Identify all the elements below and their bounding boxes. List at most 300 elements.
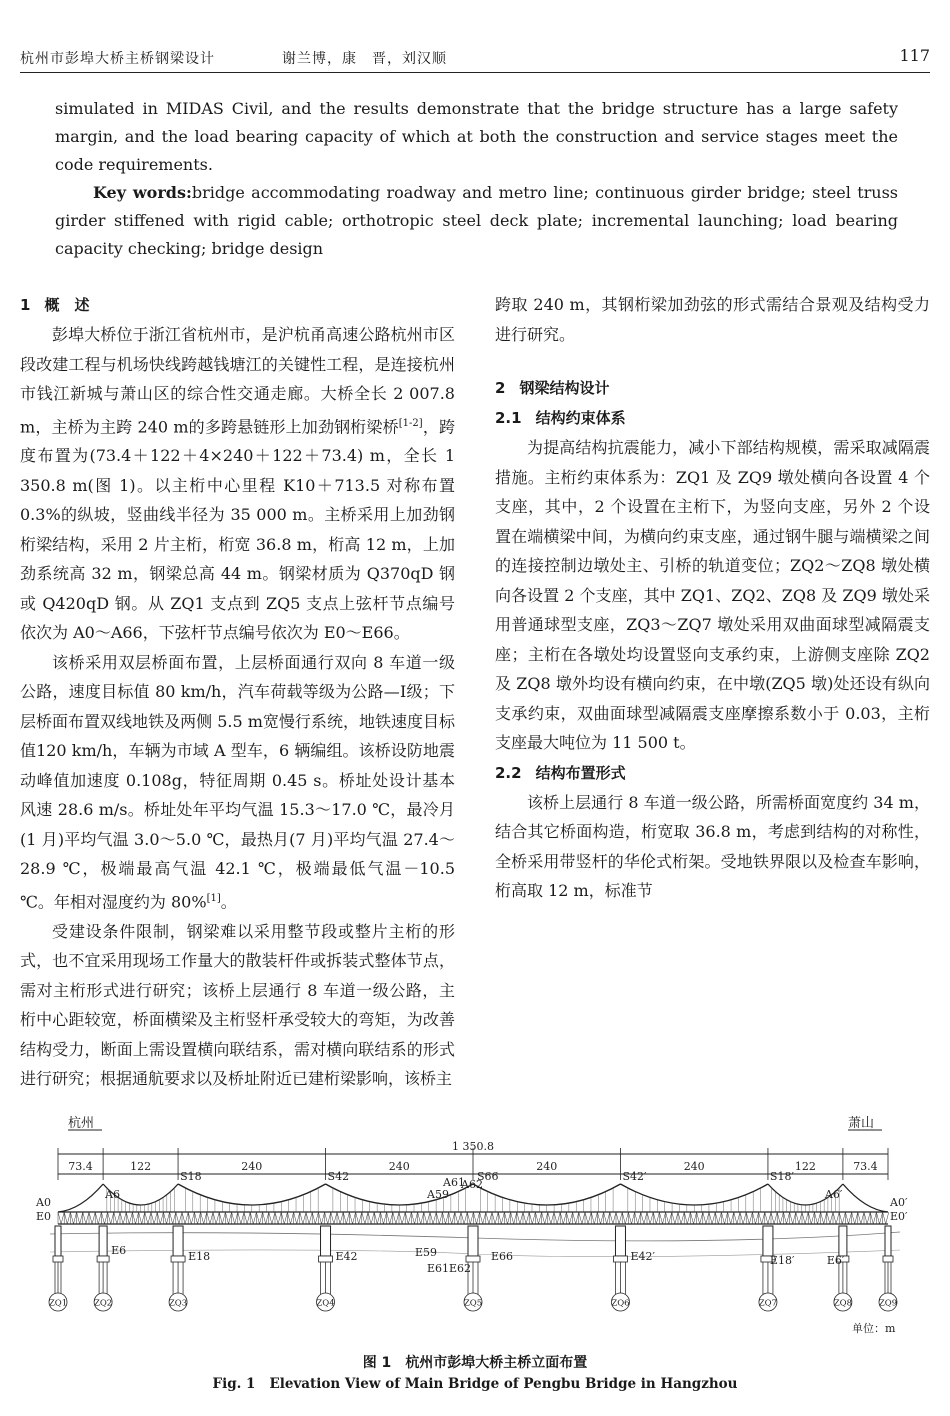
truss-diagonal — [191, 1212, 194, 1224]
truss-diagonal — [229, 1212, 232, 1224]
truss-diagonal — [154, 1212, 157, 1224]
truss-diagonal — [845, 1212, 848, 1224]
span-label: 240 — [241, 1160, 263, 1173]
truss-diagonal — [80, 1212, 83, 1224]
keywords-text: bridge accommodating roadway and metro line; continuous girder bridge; steel truss girder stiffened with rigid cable; orthotropic steel deck plate; incremental launching; load bearing capacity checking; bridge design — [55, 183, 899, 258]
truss-diagonal — [625, 1212, 628, 1224]
truss-diagonal — [830, 1212, 833, 1224]
truss-diagonal — [749, 1212, 752, 1224]
truss-diagonal — [793, 1212, 796, 1224]
truss-diagonal — [312, 1212, 315, 1224]
truss-diagonal — [852, 1212, 855, 1224]
truss-diagonal — [473, 1212, 476, 1224]
truss-diagonal — [64, 1212, 67, 1224]
truss-diagonal — [387, 1212, 390, 1224]
truss-diagonal — [294, 1212, 297, 1224]
truss-diagonal — [346, 1212, 349, 1224]
truss-diagonal — [436, 1212, 439, 1224]
truss-diagonal — [604, 1212, 607, 1224]
truss-diagonal — [132, 1212, 135, 1224]
truss-diagonal — [232, 1212, 235, 1224]
truss-diagonal — [421, 1212, 424, 1224]
truss-diagonal — [635, 1212, 638, 1224]
truss-diagonal — [92, 1212, 95, 1224]
truss-diagonal — [762, 1212, 765, 1224]
pier — [615, 1226, 625, 1256]
upper-node-label: S18 — [180, 1170, 202, 1183]
truss-diagonal — [148, 1212, 151, 1224]
truss-diagonal — [120, 1212, 123, 1224]
truss-diagonal — [291, 1212, 294, 1224]
pier-label: ZQ6 — [611, 1298, 630, 1309]
truss-diagonal — [523, 1212, 526, 1224]
truss-diagonal — [272, 1212, 275, 1224]
pile-cap — [319, 1256, 333, 1262]
upper-node-label: A61 — [443, 1176, 465, 1189]
lower-node-label: E0 — [36, 1210, 52, 1223]
truss-diagonal — [349, 1212, 352, 1224]
truss-diagonal — [526, 1212, 529, 1224]
truss-diagonal — [74, 1212, 77, 1224]
truss-diagonal — [61, 1212, 64, 1224]
truss-diagonal — [356, 1212, 359, 1224]
truss-diagonal — [622, 1212, 625, 1224]
truss-diagonal — [405, 1212, 408, 1224]
page-number: 117 — [899, 46, 930, 65]
truss-diagonal — [650, 1212, 653, 1224]
truss-diagonal — [669, 1212, 672, 1224]
truss-diagonal — [452, 1212, 455, 1224]
truss-diagonal — [108, 1212, 111, 1224]
truss-diagonal — [861, 1212, 864, 1224]
truss-diagonal — [160, 1212, 163, 1224]
running-header — [20, 44, 930, 73]
truss-diagonal — [467, 1212, 470, 1224]
truss-diagonal — [235, 1212, 238, 1224]
truss-diagonal — [89, 1212, 92, 1224]
span-label: 240 — [683, 1160, 705, 1173]
truss-diagonal — [449, 1212, 452, 1224]
truss-diagonal — [653, 1212, 656, 1224]
upper-node-label: A62 — [461, 1178, 483, 1191]
left-city-label: 杭州 — [68, 1116, 95, 1131]
running-title: 杭州市彭埠大桥主桥钢梁设计 — [20, 51, 215, 67]
upper-node-label: A0′ — [890, 1196, 908, 1209]
truss-diagonal — [734, 1212, 737, 1224]
truss-diagonal — [725, 1212, 728, 1224]
truss-diagonal — [601, 1212, 604, 1224]
truss-diagonal — [728, 1212, 731, 1224]
truss-diagonal — [263, 1212, 266, 1224]
truss-diagonal — [111, 1212, 114, 1224]
pier — [468, 1226, 478, 1256]
truss-diagonal — [501, 1212, 504, 1224]
truss-diagonal — [126, 1212, 129, 1224]
truss-diagonal — [322, 1212, 325, 1224]
truss-diagonal — [808, 1212, 811, 1224]
truss-diagonal — [325, 1212, 328, 1224]
truss-diagonal — [318, 1212, 321, 1224]
truss-diagonal — [554, 1212, 557, 1224]
truss-diagonal — [796, 1212, 799, 1224]
truss-diagonal — [287, 1212, 290, 1224]
upper-node-label: A59 — [427, 1188, 449, 1201]
truss-diagonal — [430, 1212, 433, 1224]
abstract-tail: simulated in MIDAS Civil, and the results demonstrate that the bridge structure has a large safety margin, and the load bearing capacity of which at both the construction and service stages meet the code requirements. — [55, 99, 898, 174]
upper-node-label: S42 — [327, 1170, 350, 1183]
paragraph: 该桥采用双层桥面布置，上层桥面通行双向 8 车道一级公路，速度目标值 80 km/h，汽车荷载等级为公路—Ⅰ级；下层桥面布置双线地铁及两侧 5.5 m宽慢行系统，地铁速度目标值120 km/h，车辆为市域 A 型车，6 辆编组。该桥设防地震动峰值加速度 0.108g，特征周期 0.45 s。桥址处设计基本风速 28.6 m/s。桥址处年平均气温 15.3～17.0 ℃，最冷月(1 月)平均气温 3.0～5.0 ℃，最热月(7 月)平均气温 27.4～28.9 ℃，极端最高气温 42.1 ℃，极端最低气温－10.5 ℃。年相对湿度约为 80%[1]。 — [20, 652, 455, 912]
truss-diagonal — [303, 1212, 306, 1224]
truss-diagonal — [532, 1212, 535, 1224]
truss-diagonal — [275, 1212, 278, 1224]
truss-diagonal — [241, 1212, 244, 1224]
truss-diagonal — [222, 1212, 225, 1224]
truss-diagonal — [315, 1212, 318, 1224]
truss-diagonal — [139, 1212, 142, 1224]
section-2-2-text: 该桥上层通行 8 车道一级公路，所需桥面宽度约 34 m，结合其它桥面构造，桁宽取 36.8 m，考虑到结构的对称性，全桥采用带竖杆的华伦式桁架。受地铁界限以及检查车影响，桁高取 12 m，标准节 — [495, 792, 930, 900]
truss-diagonal — [886, 1212, 889, 1224]
truss-diagonal — [495, 1212, 498, 1224]
truss-diagonal — [632, 1212, 635, 1224]
truss-diagonal — [247, 1212, 250, 1224]
truss-diagonal — [353, 1212, 356, 1224]
truss-diagonal — [182, 1212, 185, 1224]
truss-diagonal — [548, 1212, 551, 1224]
truss-diagonal — [439, 1212, 442, 1224]
truss-diagonal — [446, 1212, 449, 1224]
keywords-label: Key words: — [93, 183, 192, 202]
lower-node-label: E59 — [415, 1246, 438, 1259]
truss-diagonal — [260, 1212, 263, 1224]
truss-diagonal — [179, 1212, 182, 1224]
truss-diagonal — [77, 1212, 80, 1224]
truss-diagonal — [694, 1212, 697, 1224]
truss-diagonal — [588, 1212, 591, 1224]
truss-diagonal — [746, 1212, 749, 1224]
section-2-heading: 2 钢梁结构设计 — [495, 379, 610, 397]
truss-diagonal — [67, 1212, 70, 1224]
truss-diagonal — [238, 1212, 241, 1224]
truss-diagonal — [337, 1212, 340, 1224]
truss-diagonal — [114, 1212, 117, 1224]
pier-label: ZQ1 — [48, 1298, 68, 1309]
pier — [321, 1226, 331, 1256]
truss-diagonal — [644, 1212, 647, 1224]
truss-diagonal — [213, 1212, 216, 1224]
section-2-1-heading: 2.1 结构约束体系 — [495, 409, 626, 427]
truss-diagonal — [706, 1212, 709, 1224]
truss-diagonal — [359, 1212, 362, 1224]
truss-diagonal — [836, 1212, 839, 1224]
truss-diagonal — [201, 1212, 204, 1224]
truss-diagonal — [492, 1212, 495, 1224]
truss-diagonal — [752, 1212, 755, 1224]
truss-diagonal — [362, 1212, 365, 1224]
figure-1 — [30, 1112, 920, 1347]
truss-diagonal — [802, 1212, 805, 1224]
truss-diagonal — [384, 1212, 387, 1224]
truss-diagonal — [455, 1212, 458, 1224]
figure-caption-en: Fig. 1 Elevation View of Main Bridge of Pengbu Bridge in Hangzhou — [212, 1376, 738, 1392]
pier-label: ZQ7 — [758, 1298, 778, 1309]
truss-diagonal — [594, 1212, 597, 1224]
truss-diagonal — [377, 1212, 380, 1224]
truss-diagonal — [309, 1212, 312, 1224]
right-city-label: 萧山 — [848, 1116, 875, 1131]
span-label: 122 — [130, 1160, 152, 1173]
pile-cap — [613, 1256, 627, 1262]
truss-diagonal — [780, 1212, 783, 1224]
upper-node-label: S18′ — [769, 1170, 794, 1183]
truss-diagonal — [790, 1212, 793, 1224]
truss-diagonal — [343, 1212, 346, 1224]
truss-diagonal — [269, 1212, 272, 1224]
truss-diagonal — [756, 1212, 759, 1224]
truss-diagonal — [663, 1212, 666, 1224]
truss-diagonal — [281, 1212, 284, 1224]
truss-diagonal — [821, 1212, 824, 1224]
truss-diagonal — [117, 1212, 120, 1224]
truss-diagonal — [399, 1212, 402, 1224]
keywords — [55, 179, 898, 263]
running-authors: 谢兰博，康 晋，刘汉顺 — [282, 51, 447, 67]
upper-node-label: S66 — [477, 1170, 499, 1183]
upper-node-label: A6 — [105, 1188, 121, 1201]
truss-diagonal — [219, 1212, 222, 1224]
lower-node-label: E18′ — [769, 1254, 795, 1267]
truss-diagonal — [774, 1212, 777, 1224]
truss-diagonal — [70, 1212, 73, 1224]
truss-diagonal — [607, 1212, 610, 1224]
truss-diagonal — [520, 1212, 523, 1224]
pier-label: ZQ2 — [93, 1298, 113, 1309]
truss-diagonal — [483, 1212, 486, 1224]
truss-diagonal — [585, 1212, 588, 1224]
truss-diagonal — [610, 1212, 613, 1224]
truss-diagonal — [616, 1212, 619, 1224]
truss-diagonal — [867, 1212, 870, 1224]
truss-diagonal — [566, 1212, 569, 1224]
truss-diagonal — [334, 1212, 337, 1224]
lower-node-label: E6′ — [826, 1254, 845, 1267]
truss-diagonal — [157, 1212, 160, 1224]
pile-cap — [171, 1256, 185, 1262]
truss-diagonal — [799, 1212, 802, 1224]
unit-label: 单位：m — [852, 1322, 896, 1335]
truss-diagonal — [638, 1212, 641, 1224]
truss-diagonal — [687, 1212, 690, 1224]
truss-diagonal — [418, 1212, 421, 1224]
truss-diagonal — [666, 1212, 669, 1224]
truss-diagonal — [743, 1212, 746, 1224]
truss-diagonal — [207, 1212, 210, 1224]
truss-diagonal — [697, 1212, 700, 1224]
truss-diagonal — [58, 1212, 61, 1224]
truss-diagonal — [883, 1212, 886, 1224]
pile-cap — [883, 1256, 893, 1262]
paragraph-continued: 跨取 240 m，其钢桁梁加劲弦的形式需结合景观及结构受力进行研究。 — [495, 295, 930, 344]
section-1-heading: 1 概 述 — [20, 296, 90, 314]
truss-diagonal — [628, 1212, 631, 1224]
truss-diagonal — [461, 1212, 464, 1224]
pier — [839, 1226, 847, 1256]
truss-diagonal — [783, 1212, 786, 1224]
paragraph: 受建设条件限制，钢梁难以采用整节段或整片主桁的形式，也不宜采用现场工作量大的散装杆件或拆装式整体节点，需对主桁形式进行研究；该桥上层通行 8 车道一级公路，主桁中心距较宽，桥面横梁及主桁竖杆承受较大的弯矩，为改善结构受力，断面上需设置横向联结系，需对横向联结系的形式进行研究；根据通航要求以及桥址附近已建桁梁影响，该桥主 — [20, 921, 455, 1089]
pier — [173, 1226, 183, 1256]
truss-diagonal — [613, 1212, 616, 1224]
truss-diagonal — [95, 1212, 98, 1224]
truss-diagonal — [151, 1212, 154, 1224]
pier-label: ZQ3 — [168, 1298, 188, 1309]
truss-diagonal — [86, 1212, 89, 1224]
truss-diagonal — [83, 1212, 86, 1224]
truss-diagonal — [715, 1212, 718, 1224]
truss-diagonal — [709, 1212, 712, 1224]
span-label: 122 — [794, 1160, 816, 1173]
truss-diagonal — [511, 1212, 514, 1224]
lower-node-label: E42′ — [630, 1250, 655, 1263]
end-stiffening-chord — [58, 1184, 103, 1212]
truss-diagonal — [194, 1212, 197, 1224]
truss-diagonal — [253, 1212, 256, 1224]
truss-diagonal — [517, 1212, 520, 1224]
lower-node-label: E62 — [449, 1262, 472, 1275]
truss-diagonal — [656, 1212, 659, 1224]
truss-diagonal — [684, 1212, 687, 1224]
truss-diagonal — [563, 1212, 566, 1224]
truss-diagonal — [721, 1212, 724, 1224]
lower-node-label: E0′ — [890, 1210, 908, 1223]
abstract — [55, 95, 898, 263]
truss-diagonal — [167, 1212, 170, 1224]
lower-node-label: E66 — [491, 1250, 514, 1263]
truss-diagonal — [393, 1212, 396, 1224]
section-2-2-heading: 2.2 结构布置形式 — [495, 763, 626, 782]
truss-diagonal — [539, 1212, 542, 1224]
truss-diagonal — [464, 1212, 467, 1224]
truss-diagonal — [266, 1212, 269, 1224]
truss-diagonal — [306, 1212, 309, 1224]
truss-diagonal — [250, 1212, 253, 1224]
truss-diagonal — [560, 1212, 563, 1224]
truss-diagonal — [210, 1212, 213, 1224]
truss-diagonal — [145, 1212, 148, 1224]
pile-cap — [53, 1256, 63, 1262]
truss-diagonal — [163, 1212, 166, 1224]
truss-diagonal — [498, 1212, 501, 1224]
total-length-label: 1 350.8 — [452, 1140, 494, 1153]
truss-diagonal — [855, 1212, 858, 1224]
truss-diagonal — [185, 1212, 188, 1224]
truss-diagonal — [216, 1212, 219, 1224]
truss-diagonal — [876, 1212, 879, 1224]
truss-diagonal — [777, 1212, 780, 1224]
truss-diagonal — [390, 1212, 393, 1224]
truss-diagonal — [244, 1212, 247, 1224]
truss-diagonal — [123, 1212, 126, 1224]
truss-diagonal — [839, 1212, 842, 1224]
section-2-1-text: 为提高结构抗震能力，减小下部结构规模，需采取减隔震措施。主桁约束体系为：ZQ1 及 ZQ9 墩处横向各设置 4 个支座，其中，2 个设置在主桁下，为竖向支座，另外 2 个设置在端横梁中间，为横向约束支座，通过钢牛腿与端横梁之间的连接控制边墩处主、引桥的轨道变位；ZQ2～ZQ8 墩处横向各设置 2 个支座，其中 ZQ1、ZQ2、ZQ8 及 ZQ9 墩处采用普通球型支座，ZQ3～ZQ7 墩处采用双曲面球型减隔震支座；主桁在各墩处均设置竖向支承约束，上游侧支座除 ZQ2 及 ZQ8 墩外均设有横向约束，在中墩(ZQ5 墩)处还设有纵向支承约束，双曲面球型减隔震支座摩擦系数小于 0.03，主桁支座最大吨位为 11 500 t。 — [495, 438, 930, 752]
truss-diagonal — [365, 1212, 368, 1224]
pier — [763, 1226, 773, 1256]
span-label: 73.4 — [853, 1160, 878, 1173]
truss-diagonal — [545, 1212, 548, 1224]
truss-diagonal — [105, 1212, 108, 1224]
truss-diagonal — [458, 1212, 461, 1224]
truss-diagonal — [371, 1212, 374, 1224]
figure-caption-cn: 图 1 杭州市彭埠大桥主桥立面布置 — [362, 1355, 588, 1371]
truss-diagonal — [176, 1212, 179, 1224]
truss-diagonal — [814, 1212, 817, 1224]
truss-diagonal — [170, 1212, 173, 1224]
pier-label: ZQ4 — [316, 1298, 335, 1309]
right-column — [495, 290, 930, 906]
lower-node-label: E18 — [188, 1250, 211, 1263]
truss-diagonal — [504, 1212, 507, 1224]
truss-diagonal — [690, 1212, 693, 1224]
truss-diagonal — [811, 1212, 814, 1224]
pile-cap — [97, 1256, 109, 1262]
truss-diagonal — [573, 1212, 576, 1224]
span-label: 240 — [388, 1160, 410, 1173]
truss-diagonal — [300, 1212, 303, 1224]
truss-diagonal — [514, 1212, 517, 1224]
truss-diagonal — [529, 1212, 532, 1224]
citation: [1] — [206, 892, 221, 904]
truss-diagonal — [842, 1212, 845, 1224]
truss-diagonal — [700, 1212, 703, 1224]
truss-diagonal — [380, 1212, 383, 1224]
truss-diagonal — [173, 1212, 176, 1224]
truss-diagonal — [597, 1212, 600, 1224]
truss-diagonal — [771, 1212, 774, 1224]
span-label: 73.4 — [68, 1160, 93, 1173]
truss-diagonal — [681, 1212, 684, 1224]
pier — [99, 1226, 107, 1256]
truss-diagonal — [672, 1212, 675, 1224]
truss-diagonal — [619, 1212, 622, 1224]
truss-diagonal — [101, 1212, 104, 1224]
truss-diagonal — [331, 1212, 334, 1224]
paragraph: 彭埠大桥位于浙江省杭州市，是沪杭甬高速公路杭州市区段改建工程与机场快线跨越钱塘江的关键性工程，是连接杭州市钱江新城与萧山区的综合性交通走廊。大桥全长 2 007.8 m，主桥为主跨 240 m的多跨悬链形上加劲钢桁梁桥[1-2]，跨度布置为(73.4＋122＋4×240＋122＋73.4) m，全长 1 350.8 m(图 1)。以主桁中心里程 K10＋713.5 对称布置 0.3%的纵坡，竖曲线半径为 35 000 m。主桥采用上加劲钢桁梁结构，采用 2 片主桁，桁宽 36.8 m，桁高 12 m，上加劲系统高 32 m，钢梁总高 44 m。钢梁材质为 Q370qD 钢或 Q420qD 钢。从 ZQ1 支点到 ZQ5 支点上弦杆节点编号依次为 A0～A66，下弦杆节点编号依次为 E0～E66。 — [20, 325, 455, 643]
truss-diagonal — [433, 1212, 436, 1224]
truss-diagonal — [477, 1212, 480, 1224]
truss-diagonal — [787, 1212, 790, 1224]
truss-diagonal — [827, 1212, 830, 1224]
lower-node-label: E6 — [111, 1244, 127, 1257]
truss-diagonal — [737, 1212, 740, 1224]
truss-diagonal — [582, 1212, 585, 1224]
truss-diagonal — [759, 1212, 762, 1224]
truss-diagonal — [328, 1212, 331, 1224]
truss-diagonal — [557, 1212, 560, 1224]
truss-diagonal — [442, 1212, 445, 1224]
truss-diagonal — [570, 1212, 573, 1224]
truss-diagonal — [427, 1212, 430, 1224]
truss-diagonal — [731, 1212, 734, 1224]
truss-diagonal — [198, 1212, 201, 1224]
upper-node-label: S42′ — [622, 1170, 647, 1183]
pier — [885, 1226, 891, 1256]
span-label: 240 — [536, 1160, 558, 1173]
truss-diagonal — [535, 1212, 538, 1224]
upper-node-label: A6′ — [824, 1188, 843, 1201]
truss-diagonal — [765, 1212, 768, 1224]
truss-diagonal — [368, 1212, 371, 1224]
truss-diagonal — [579, 1212, 582, 1224]
truss-diagonal — [551, 1212, 554, 1224]
truss-diagonal — [402, 1212, 405, 1224]
